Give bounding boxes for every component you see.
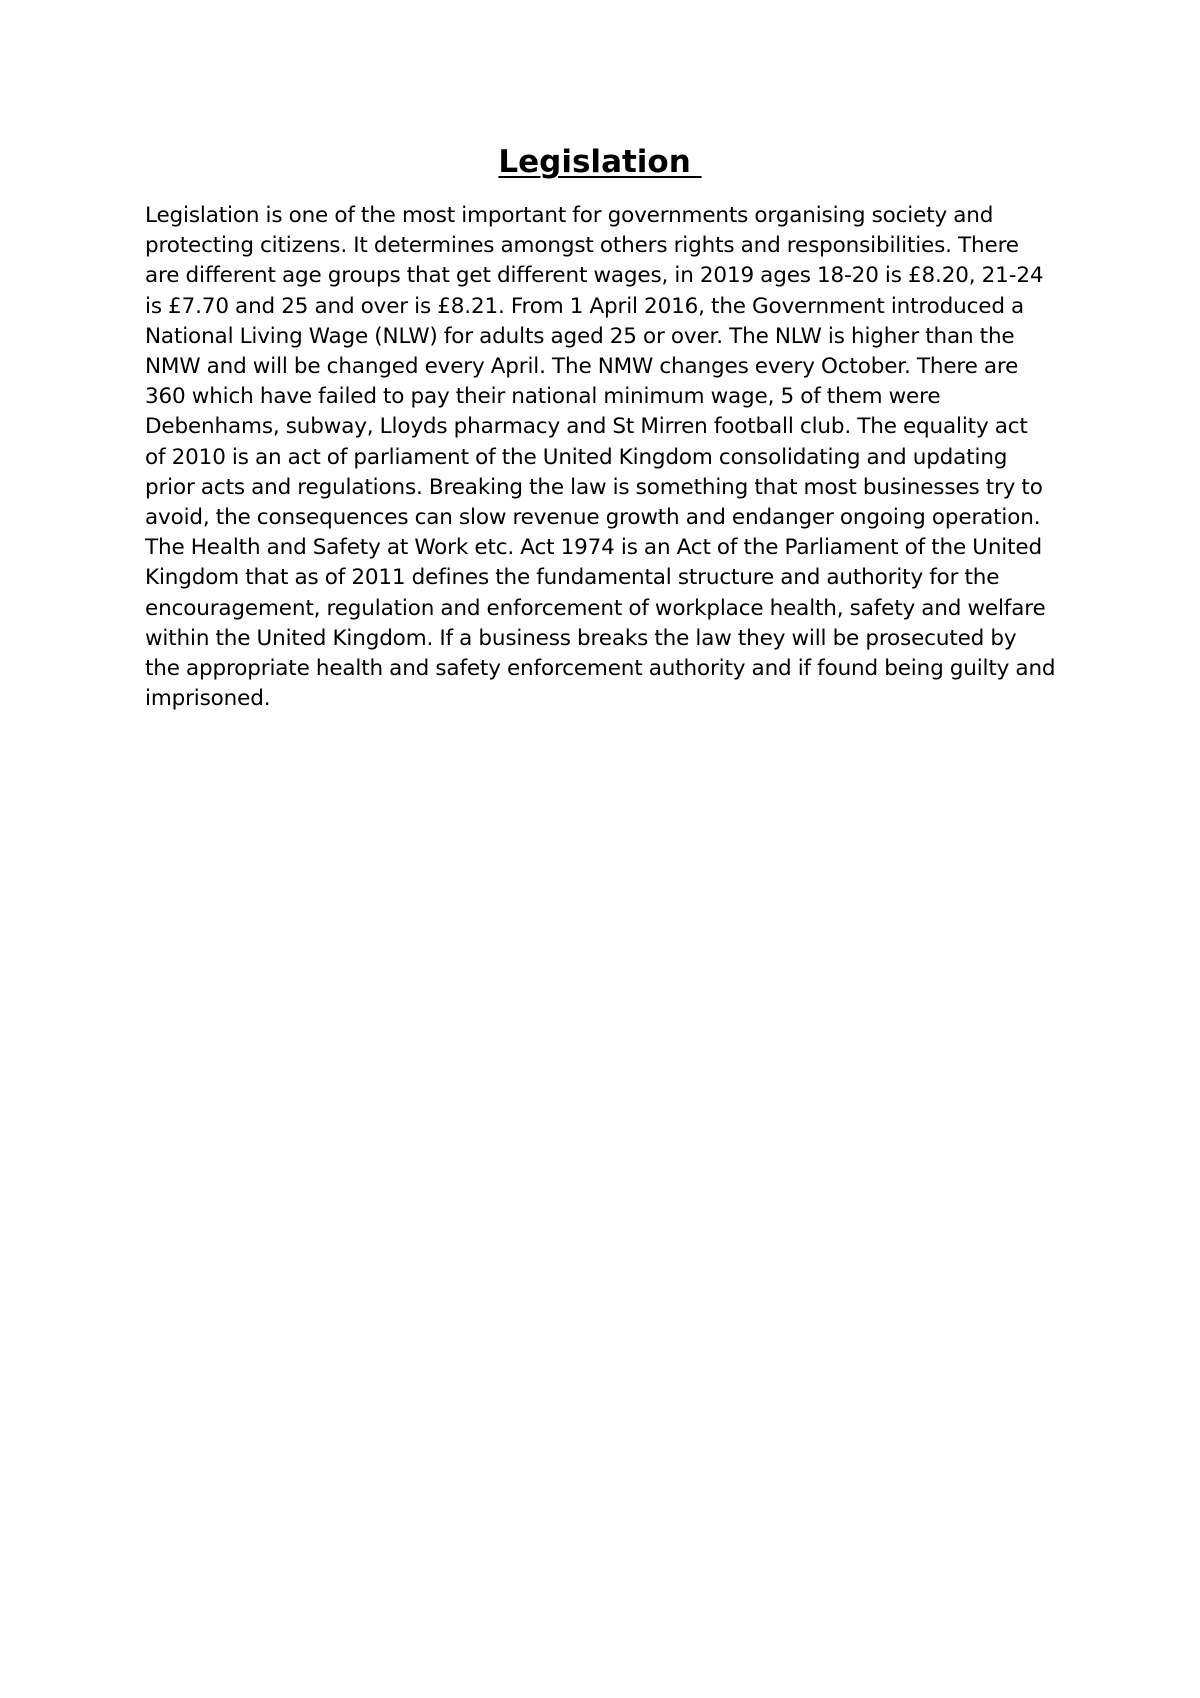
paragraph-line: 360 which have failed to pay their national minimum wage, 5 of them were (145, 384, 941, 410)
paragraph-line: avoid, the consequences can slow revenue growth and endanger ongoing operation. (145, 505, 1041, 531)
paragraph-line: Debenhams, subway, Lloyds pharmacy and St Mirren football club. The equality act (145, 414, 1028, 440)
paragraph-line: prior acts and regulations. Breaking the law is something that most businesses try to (145, 474, 1043, 500)
paragraph-line: the appropriate health and safety enforcement authority and if found being guilty and (145, 656, 1056, 682)
paragraph-line: The Health and Safety at Work etc. Act 1974 is an Act of the Parliament of the United (145, 535, 1042, 561)
body-paragraph (145, 201, 1065, 714)
paragraph-line: is £7.70 and 25 and over is £8.21. From 1 April 2016, the Government introduced a (145, 293, 1025, 319)
paragraph-line: imprisoned. (145, 686, 271, 712)
paragraph-line: Kingdom that as of 2011 defines the fundamental structure and authority for the (145, 565, 1000, 591)
paragraph-line: NMW and will be changed every April. The NMW changes every October. There are (145, 354, 1019, 380)
paragraph-line: are different age groups that get different wages, in 2019 ages 18-20 is £8.20, 21-24 (145, 263, 1044, 289)
paragraph-line: of 2010 is an act of parliament of the United Kingdom consolidating and updating (145, 444, 1008, 470)
paragraph-line: protecting citizens. It determines amongst others rights and responsibilities. There (145, 233, 1019, 259)
paragraph-line: Legislation is one of the most important for governments organising society and (145, 203, 994, 228)
paragraph-line: National Living Wage (NLW) for adults aged 25 or over. The NLW is higher than the (145, 323, 1015, 349)
page-title: Legislation (498, 144, 702, 180)
paragraph-line: encouragement, regulation and enforcement of workplace health, safety and welfare (145, 595, 1046, 621)
paragraph-line: within the United Kingdom. If a business breaks the law they will be prosecuted by (145, 625, 1017, 651)
